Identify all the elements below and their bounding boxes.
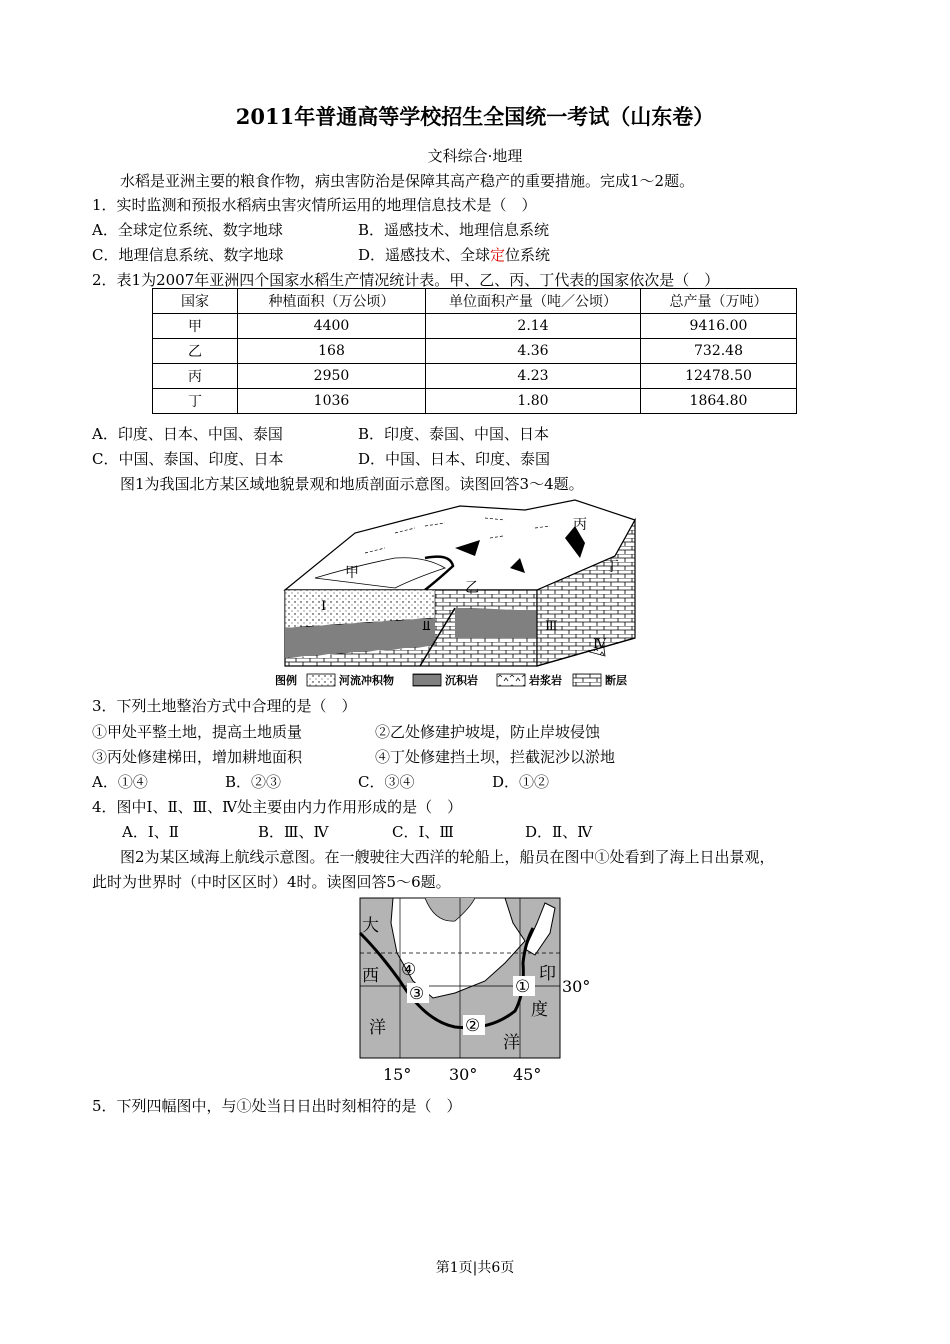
label-I: Ⅰ <box>321 599 327 614</box>
longitude-15: 15° <box>383 1065 412 1084</box>
label-jia: 甲 <box>345 565 359 581</box>
label-IV: Ⅳ <box>593 637 606 652</box>
table-cell: 丁 <box>153 389 238 414</box>
q1-option-d: D．遥感技术、全球定位系统 <box>358 246 551 264</box>
point-3: ③ <box>409 984 425 1004</box>
q4-option-b: B．Ⅲ、Ⅳ <box>258 823 329 841</box>
q4-option-a: A．Ⅰ、Ⅱ <box>122 823 179 841</box>
atlantic-char-2: 西 <box>362 966 379 986</box>
atlantic-char-3: 洋 <box>369 1018 386 1038</box>
latitude-label: 30° <box>562 977 591 996</box>
table-row <box>153 364 797 389</box>
page-footer: 第1页|共6页 <box>435 1260 515 1276</box>
legend-title: 图例 <box>275 674 297 687</box>
table-cell: 1.80 <box>426 389 641 414</box>
legend-alluvium-swatch <box>307 674 335 686</box>
table-row <box>153 389 797 414</box>
question-2-stem: 2．表1为2007年亚洲四个国家水稻生产情况统计表。甲、乙、丙、丁代表的国家依次是（ ） <box>92 271 720 289</box>
table-cell: 732.48 <box>641 339 797 364</box>
q3-option-c: C．③④ <box>358 773 415 791</box>
point-4: ④ <box>401 960 417 980</box>
table-cell: 1036 <box>238 389 426 414</box>
q3-option-a: A．①④ <box>92 773 148 791</box>
longitude-45: 45° <box>513 1065 542 1084</box>
page-subtitle: 文科综合·地理 <box>427 147 523 165</box>
q3-option-b: B．②③ <box>225 773 282 791</box>
legend-sedimentary: 沉积岩 <box>445 674 478 687</box>
geology-block-diagram <box>275 498 645 688</box>
table-cell: 丙 <box>153 364 238 389</box>
intro-text-3b: 此时为世界时（中时区区时）4时。读图回答5～6题。 <box>92 873 451 891</box>
q1-option-c: C．地理信息系统、数字地球 <box>92 246 284 264</box>
table-cell: 2.14 <box>426 314 641 339</box>
point-2: ② <box>465 1016 481 1036</box>
rice-table <box>152 288 797 414</box>
intro-text-3a: 图2为某区域海上航线示意图。在一艘驶往大西洋的轮船上，船员在图中①处看到了海上日出景观， <box>120 848 775 866</box>
q3-statement-2: ②乙处修建护坡堤，防止岸坡侵蚀 <box>375 723 601 741</box>
q3-option-d: D．①② <box>492 773 550 791</box>
question-4-stem: 4．图中Ⅰ、Ⅱ、Ⅲ、Ⅳ处主要由内力作用形成的是（ ） <box>92 798 463 816</box>
q2-option-b: B．印度、泰国、中国、日本 <box>358 425 550 443</box>
table-cell: 9416.00 <box>641 314 797 339</box>
intro-text: 水稻是亚洲主要的粮食作物，病虫害防治是保障其高产稳产的重要措施。完成1～2题。 <box>120 172 695 190</box>
q1-option-b: B．遥感技术、地理信息系统 <box>358 221 550 239</box>
label-yi: 乙 <box>465 580 479 596</box>
question-3-stem: 3．下列土地整治方式中合理的是（ ） <box>92 697 357 715</box>
q4-option-d: D．Ⅱ、Ⅳ <box>525 823 593 841</box>
question-1-stem: 1．实时监测和预报水稻病虫害灾情所运用的地理信息技术是（ ） <box>92 196 537 214</box>
page-title: 2011年普通高等学校招生全国统一考试（山东卷） <box>235 104 715 129</box>
table-cell: 4.23 <box>426 364 641 389</box>
label-ding: 丁 <box>605 559 619 575</box>
table-cell: 4.36 <box>426 339 641 364</box>
indian-char-2: 度 <box>531 1000 548 1020</box>
legend-alluvium: 河流冲积物 <box>339 674 394 687</box>
intro-text-2: 图1为我国北方某区域地貌景观和地质剖面示意图。读图回答3～4题。 <box>120 475 584 493</box>
label-bing: 丙 <box>573 517 587 533</box>
indian-char-1: 印 <box>539 964 556 984</box>
legend-fault: 断层 <box>605 674 627 687</box>
point-1: ① <box>515 977 531 997</box>
table-cell: 12478.50 <box>641 364 797 389</box>
route-map <box>355 893 605 1088</box>
table-header: 国家 <box>153 289 238 314</box>
table-header: 总产量（万吨） <box>641 289 797 314</box>
label-III: Ⅲ <box>545 619 558 634</box>
legend-sedimentary-swatch <box>413 674 441 686</box>
atlantic-char-1: 大 <box>362 916 379 936</box>
indian-char-3: 洋 <box>503 1033 520 1053</box>
legend-magma: 岩浆岩 <box>529 674 562 687</box>
legend-magma-swatch <box>497 674 525 686</box>
table-row <box>153 339 797 364</box>
longitude-30: 30° <box>449 1065 478 1084</box>
q3-statement-1: ①甲处平整土地，提高土地质量 <box>92 723 303 741</box>
table-header-row <box>153 289 797 314</box>
table-cell: 4400 <box>238 314 426 339</box>
table-header: 种植面积（万公顷） <box>238 289 426 314</box>
table-cell: 1864.80 <box>641 389 797 414</box>
q3-statement-4: ④丁处修建挡土坝，拦截泥沙以淤地 <box>375 748 616 766</box>
table-cell: 乙 <box>153 339 238 364</box>
table-cell: 甲 <box>153 314 238 339</box>
q2-option-c: C．中国、泰国、印度、日本 <box>92 450 284 468</box>
q2-option-d: D．中国、日本、印度、泰国 <box>358 450 551 468</box>
table-row <box>153 314 797 339</box>
q1-option-a: A．全球定位系统、数字地球 <box>92 221 283 239</box>
table-header: 单位面积产量（吨／公顷） <box>426 289 641 314</box>
q4-option-c: C．Ⅰ、Ⅲ <box>392 823 454 841</box>
table-cell: 168 <box>238 339 426 364</box>
q3-statement-3: ③丙处修建梯田，增加耕地面积 <box>92 748 303 766</box>
legend-fault-swatch <box>573 674 601 686</box>
label-II: Ⅱ <box>422 619 431 634</box>
question-5-stem: 5．下列四幅图中，与①处当日日出时刻相符的是（ ） <box>92 1097 462 1115</box>
table-cell: 2950 <box>238 364 426 389</box>
q2-option-a: A．印度、日本、中国、泰国 <box>92 425 283 443</box>
